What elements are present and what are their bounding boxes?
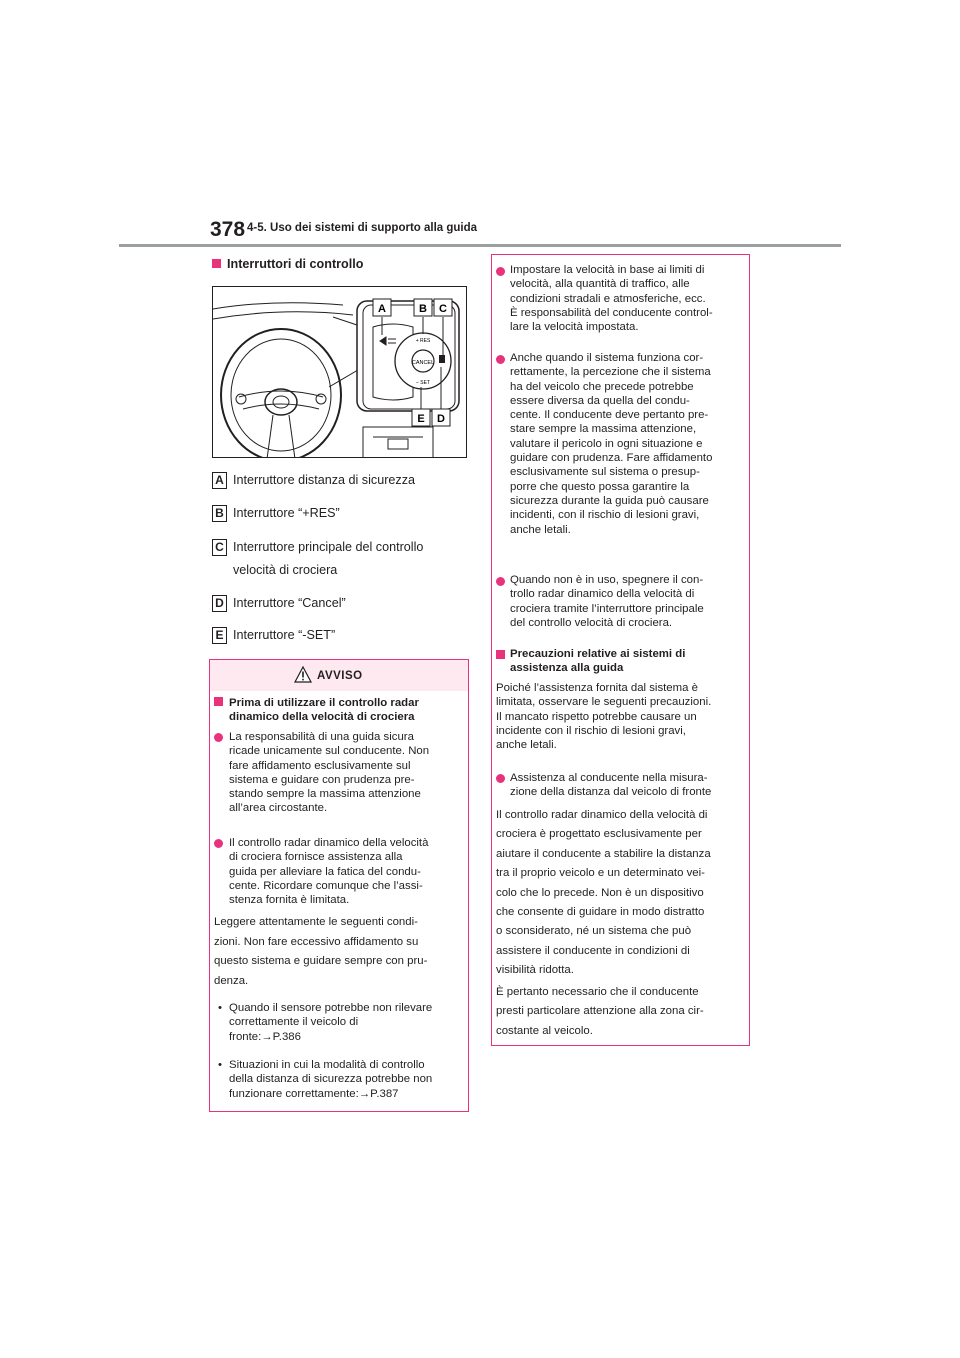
square-bullet-icon xyxy=(214,697,223,706)
warning-heading xyxy=(214,696,229,710)
square-bullet-icon xyxy=(212,259,221,268)
legend-item-a xyxy=(212,472,472,492)
right-paragraph-2: Il controllo radar dinamico della velocità di crociera è progettato esclusivamente per aiutare il conducente a stabilire la distanza tra il proprio veicolo e un determinato vei- colo che lo precede. Non è un dispositivo che consente di guidare in modo distratto o sconsiderato, né un sistema che può assistere il conducente in condizioni di visibilità ridotta. xyxy=(496,809,711,977)
right-bullet-1: Impostare la velocità in base ai limiti di velocità, alla quantità di traffico, alle condizioni stradali e atmosferiche, ecc. È responsabilità del conducente control- lare la velocità impostata. xyxy=(510,264,713,334)
warning-heading-line1: Prima di utilizzare il controllo radar xyxy=(229,697,419,709)
warning-bullet-2: Il controllo radar dinamico della velocità di crociera fornisce assistenza alla guida per alleviare la fatica del condu- cente. Ricordare comunque che l’assi- stenza fornita è limitata. xyxy=(229,837,429,907)
warning-title: AVVISO xyxy=(317,670,363,682)
legend-item-e xyxy=(212,627,472,647)
warning-paragraph: Leggere attentamente le seguenti condi- zioni. Non fare eccessivo affidamento su questo sistema e guidare sempre con pru- denza. xyxy=(214,916,428,987)
legend-text-a: Interruttore distanza di sicurezza xyxy=(233,473,415,487)
steering-wheel-illustration xyxy=(212,286,467,458)
legend-text-c-line2: velocità di crociera xyxy=(233,563,338,577)
circle-bullet-icon xyxy=(496,774,505,783)
warning-heading-line2: dinamico della velocità di crociera xyxy=(229,711,415,723)
circle-bullet-icon xyxy=(496,577,505,586)
circle-bullet-icon xyxy=(496,355,505,364)
steering-wheel-drawing xyxy=(213,287,467,458)
label-d: D xyxy=(437,413,445,425)
right-bullet-3: Quando non è in uso, spegnere il con- trollo radar dinamico della velocità di crociera tramite l’interruttore principale del controllo velocità di crociera. xyxy=(510,574,704,629)
set-button-label: − SET xyxy=(415,380,431,386)
legend-letter-d: D xyxy=(212,595,227,612)
legend-text-e: Interruttore “-SET” xyxy=(233,628,336,642)
section-heading: Interruttori di controllo xyxy=(212,257,363,271)
legend-letter-a: A xyxy=(212,472,227,489)
legend-text-c: Interruttore principale del controllo xyxy=(233,540,424,554)
legend-text-b: Interruttore “+RES” xyxy=(233,506,340,520)
legend-item-c xyxy=(212,539,472,583)
right-bullet-4: Assistenza al conducente nella misura- zione della distanza dal veicolo di fronte xyxy=(510,772,712,799)
right-warning-continuation xyxy=(491,254,750,1046)
right-paragraph-3: È pertanto necessario che il conducente presti particolare attenzione alla zona cir- costante al veicolo. xyxy=(496,986,704,1037)
circle-bullet-icon xyxy=(214,733,223,742)
right-bullet-2: Anche quando il sistema funziona cor- rettamente, la percezione che il sistema ha del veicolo che precede potrebbe essere diversa da quella del condu- cente. Il conducente deve pertanto pre- stare sempre la massima attenzione, valutare il pericolo in ogni situazione e guidare con prudenza. Fare affidamento esclusivamente sul sistema o presup- porre che questo possa garantire la sicurezza durante la guida può causare incidenti, con il rischio di lesioni gravi, anche letali. xyxy=(510,352,713,536)
circle-bullet-icon xyxy=(214,839,223,848)
legend-text-d: Interruttore “Cancel” xyxy=(233,596,346,610)
res-button-label: + RES xyxy=(415,338,431,344)
cancel-button-label: CANCEL xyxy=(411,360,435,366)
legend-item-b xyxy=(212,505,472,525)
legend-letter-c: C xyxy=(212,539,227,556)
circle-bullet-icon xyxy=(496,267,505,276)
warning-sub-1: Quando il sensore potrebbe non rilevare correttamente il veicolo di fronte:→P.386 xyxy=(229,1002,433,1043)
right-heading: Precauzioni relative ai sistemi di assistenza alla guida xyxy=(510,648,686,675)
label-c: C xyxy=(439,303,447,315)
sub-bullet-dot: • xyxy=(218,1002,222,1014)
warning-sub-2: Situazioni in cui la modalità di controllo della distanza di sicurezza potrebbe non funzionare correttamente:→P.387 xyxy=(229,1059,433,1100)
label-e: E xyxy=(417,413,425,425)
label-a: A xyxy=(378,303,386,315)
right-paragraph-1: Poiché l’assistenza fornita dal sistema è limitata, osservare le seguenti precauzioni. Il mancato rispetto potrebbe causare un incidente con il rischio di lesioni gravi, anche letali. xyxy=(496,682,712,752)
warning-bullet-1: La responsabilità di una guida sicura ricade unicamente sul conducente. Non fare affidamento esclusivamente sul sistema e guidare con prudenza pre- stando sempre la massima attenzione all’area circostante. xyxy=(229,731,430,815)
warning-box xyxy=(209,659,469,1112)
square-bullet-icon xyxy=(496,650,505,659)
sub-bullet-dot: • xyxy=(218,1059,222,1071)
label-b: B xyxy=(419,303,427,315)
chapter-title: 4-5. Uso dei sistemi di supporto alla guida xyxy=(247,222,478,234)
legend-letter-b: B xyxy=(212,505,227,522)
legend-item-d xyxy=(212,595,472,615)
page-number: 378 xyxy=(210,218,246,241)
legend-letter-e: E xyxy=(212,627,227,644)
header-divider xyxy=(119,244,841,247)
warning-triangle-icon xyxy=(294,666,312,683)
warning-header xyxy=(210,660,468,691)
